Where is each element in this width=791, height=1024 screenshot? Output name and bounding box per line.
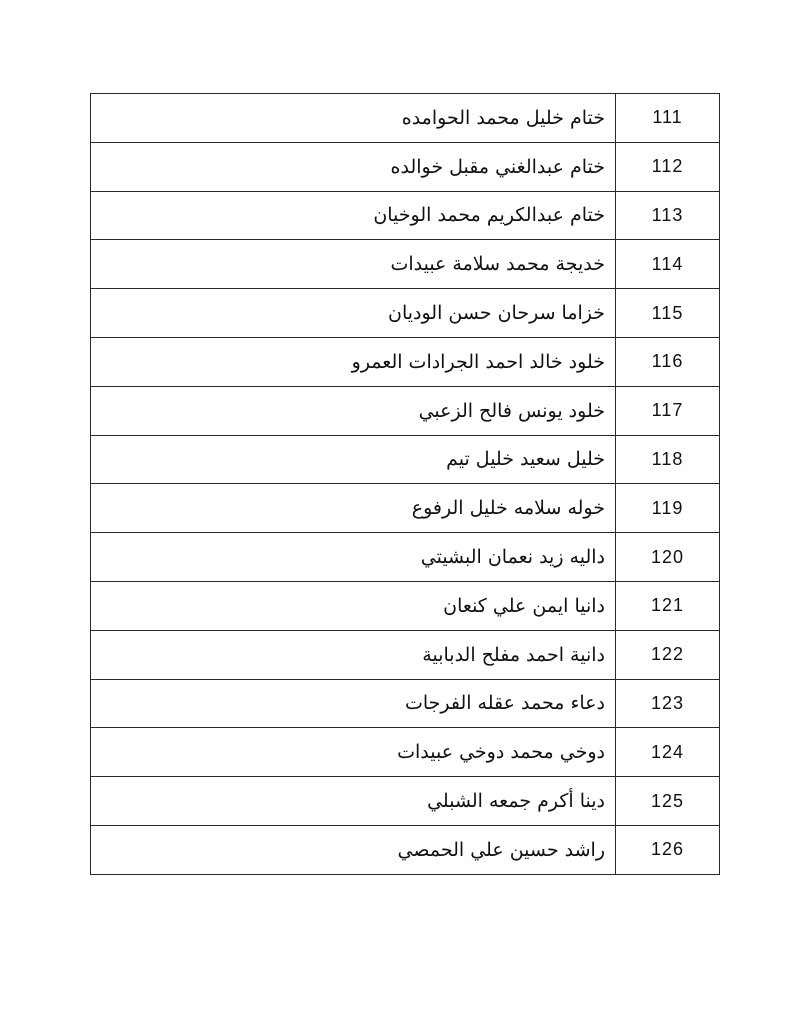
table-row <box>91 630 720 679</box>
number-cell: 126 <box>616 825 720 874</box>
number-cell: 114 <box>616 240 720 289</box>
name-cell: ختام عبدالغني مقبل خوالده <box>91 142 616 191</box>
table-row <box>91 386 720 435</box>
number-cell: 117 <box>616 386 720 435</box>
names-table-body <box>91 94 720 875</box>
name-cell: خليل سعيد خليل تيم <box>91 435 616 484</box>
number-cell: 112 <box>616 142 720 191</box>
table-row <box>91 94 720 143</box>
name-cell: خلود خالد احمد الجرادات العمرو <box>91 337 616 386</box>
name-cell: دانيا ايمن علي كنعان <box>91 581 616 630</box>
name-cell: ختام عبدالكريم محمد الوخيان <box>91 191 616 240</box>
table-row <box>91 191 720 240</box>
number-cell: 113 <box>616 191 720 240</box>
number-cell: 122 <box>616 630 720 679</box>
number-cell: 124 <box>616 728 720 777</box>
name-cell: داليه زيد نعمان البشيتي <box>91 533 616 582</box>
number-cell: 115 <box>616 289 720 338</box>
name-cell: دينا أكرم جمعه الشبلي <box>91 777 616 826</box>
number-cell: 123 <box>616 679 720 728</box>
name-cell: ختام خليل محمد الحوامده <box>91 94 616 143</box>
table-row <box>91 533 720 582</box>
name-cell: دعاء محمد عقله الفرجات <box>91 679 616 728</box>
table-row <box>91 337 720 386</box>
name-cell: خلود يونس فالح الزعبي <box>91 386 616 435</box>
number-cell: 125 <box>616 777 720 826</box>
table-row <box>91 679 720 728</box>
number-cell: 111 <box>616 94 720 143</box>
table-row <box>91 581 720 630</box>
name-cell: دوخي محمد دوخي عبيدات <box>91 728 616 777</box>
number-cell: 121 <box>616 581 720 630</box>
table-row <box>91 289 720 338</box>
name-cell: خديجة محمد سلامة عبيدات <box>91 240 616 289</box>
table-row <box>91 825 720 874</box>
table-row <box>91 777 720 826</box>
number-cell: 118 <box>616 435 720 484</box>
name-cell: خوله سلامه خليل الرفوع <box>91 484 616 533</box>
table-row <box>91 142 720 191</box>
table-row <box>91 435 720 484</box>
number-cell: 116 <box>616 337 720 386</box>
name-cell: دانية احمد مفلح الدبابية <box>91 630 616 679</box>
name-cell: خزاما سرحان حسن الوديان <box>91 289 616 338</box>
table-row <box>91 240 720 289</box>
names-table <box>90 93 720 875</box>
number-cell: 120 <box>616 533 720 582</box>
table-row <box>91 484 720 533</box>
name-cell: راشد حسين علي الحمصي <box>91 825 616 874</box>
number-cell: 119 <box>616 484 720 533</box>
table-row <box>91 728 720 777</box>
